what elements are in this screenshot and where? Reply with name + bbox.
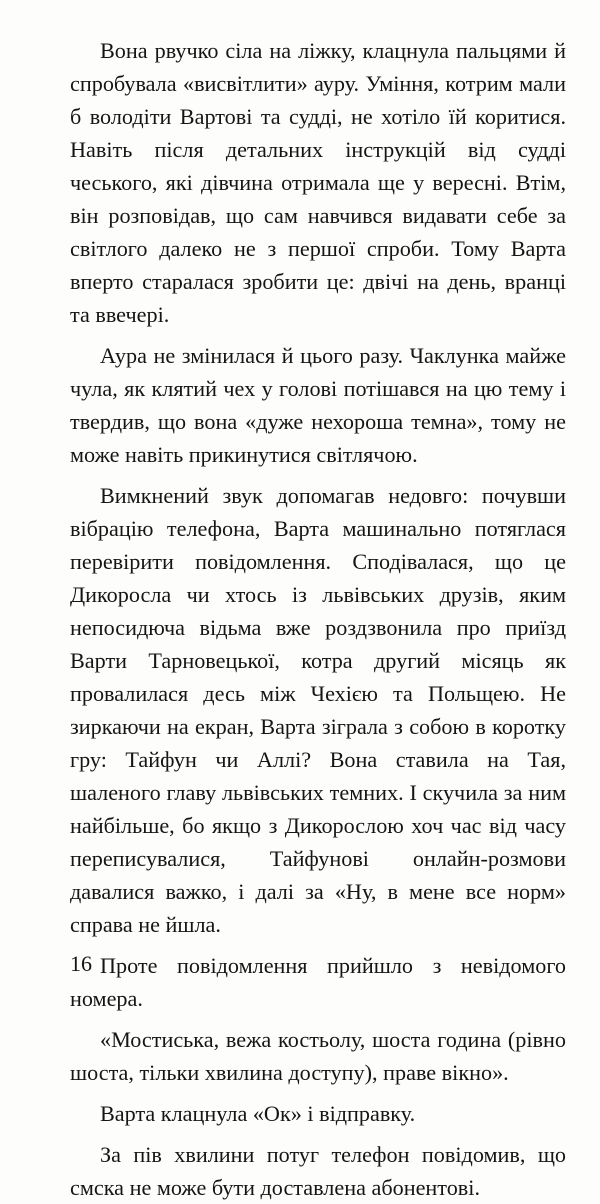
paragraph-4: Проте повідомлення прийшло з невідомого номера. bbox=[70, 953, 566, 1011]
paragraph-7: За пів хвилини потуг телефон повідомив, що смска не може бути доставлена абонентові. bbox=[70, 1142, 566, 1200]
paragraph-2: Аура не змінилася й цього разу. Чаклунка майже чула, як клятий чех у голові потішався на цю тему і твердив, що вона «дуже нехороша темна», тому не може навіть прикинутися світлячою. bbox=[70, 343, 566, 467]
paragraph-1: Вона рвучко сіла на ліжку, клацнула пальцями й спробувала «висвітлити» ауру. Уміння, котрим мали б володіти Вартові та судді, не хотіло їй коритися. Навіть після детальних інструкцій від судді чеського, які дівчина отримала ще у вересні. Втім, він розповідав, що сам навчився видавати себе за світлого далеко не з першої спроби. Тому Варта вперто старалася зробити це: двічі на день, вранці та ввечері. bbox=[70, 38, 566, 327]
paragraph-5: «Мостиська, вежа костьолу, шоста година (рівно шоста, тільки хвилина доступу), праве вікно». bbox=[70, 1027, 566, 1085]
page-number: 16 bbox=[70, 951, 92, 976]
paragraph-3: Вимкнений звук допомагав недовго: почувши вібрацію телефона, Варта машинально потяглася перевірити повідомлення. Сподівалася, що це Дикоросла чи хтось із львівських друзів, яким непосидюча відьма вже роздзвонила про приїзд Варти Тарновецької, котра другий місяць як провалилася десь між Чехією та Польщею. Не зиркаючи на екран, Варта зіграла з собою в коротку гру: Тайфун чи Аллі? Вона ставила на Тая, шаленого главу львівських темних. І скучила за ним найбільше, бо якщо з Дикорослою хоч час від часу переписувалися, Тайфунові онлайн-розмови давалися важко, і далі за «Ну, в мене все норм» справа не йшла. bbox=[70, 483, 566, 937]
paragraph-6: Варта клацнула «Ок» і відправку. bbox=[100, 1101, 416, 1126]
book-page-text bbox=[70, 34, 566, 1204]
